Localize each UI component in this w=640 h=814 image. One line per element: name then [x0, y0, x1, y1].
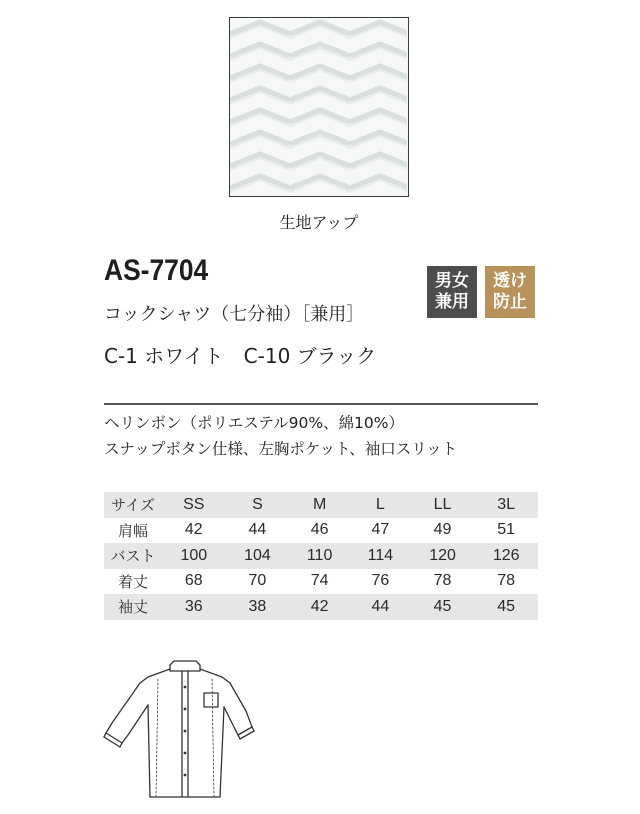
table-cell: 45: [474, 594, 538, 620]
table-cell: 3L: [474, 492, 538, 518]
color-options: C-1 ホワイト C-10 ブラック: [104, 344, 377, 368]
size-table-header: [104, 492, 538, 518]
see-through-badge-line2: 防止: [493, 292, 527, 312]
table-cell: 袖丈: [104, 594, 162, 620]
product-name: コックシャツ（七分袖）［兼用］: [104, 304, 365, 325]
table-cell: M: [289, 492, 350, 518]
see-through-prevention-badge: [485, 266, 535, 318]
table-row: [104, 569, 538, 595]
unisex-badge-line2: 兼用: [435, 292, 469, 312]
table-cell: 42: [184, 521, 203, 539]
unisex-badge: [427, 266, 477, 318]
table-cell: 126: [474, 543, 538, 569]
table-cell: 着丈: [117, 572, 148, 591]
table-cell: L: [350, 492, 411, 518]
table-cell: 肩幅: [117, 521, 148, 540]
product-code: AS-7704: [104, 254, 209, 287]
table-cell: 45: [411, 594, 475, 620]
fabric-caption: 生地アップ: [279, 213, 359, 232]
table-row: [104, 594, 538, 620]
section-divider: [104, 403, 538, 405]
table-cell: 110: [289, 543, 350, 569]
table-cell: 78: [433, 572, 452, 590]
table-cell: 74: [310, 572, 329, 590]
table-cell: SS: [162, 492, 226, 518]
table-cell: 78: [497, 572, 516, 590]
table-cell: サイズ: [104, 492, 162, 518]
herringbone-pattern: [230, 18, 407, 195]
table-cell: 49: [433, 521, 452, 539]
size-table: [104, 492, 538, 620]
table-cell: バスト: [104, 543, 162, 569]
table-cell: LL: [411, 492, 475, 518]
material-spec: ヘリンボン（ポリエステル90%、綿10%）: [104, 414, 405, 432]
feature-spec: スナップボタン仕様、左胸ポケット、袖口スリット: [104, 440, 458, 458]
table-cell: 76: [371, 572, 390, 590]
table-cell: 51: [497, 521, 516, 539]
table-cell: 120: [411, 543, 475, 569]
shirt-illustration: [100, 657, 280, 807]
table-row: [104, 543, 538, 569]
table-cell: 38: [226, 594, 290, 620]
table-cell: 46: [310, 521, 329, 539]
table-cell: S: [226, 492, 290, 518]
fabric-swatch: [229, 17, 409, 197]
table-row: [104, 518, 538, 544]
table-cell: 100: [162, 543, 226, 569]
table-cell: 104: [226, 543, 290, 569]
table-cell: 47: [371, 521, 390, 539]
see-through-badge-line1: 透け: [493, 271, 527, 291]
table-cell: 42: [289, 594, 350, 620]
unisex-badge-line1: 男女: [435, 271, 469, 291]
table-cell: 36: [162, 594, 226, 620]
table-cell: 114: [350, 543, 411, 569]
table-cell: 70: [248, 572, 267, 590]
table-cell: 44: [350, 594, 411, 620]
table-cell: 44: [248, 521, 267, 539]
table-cell: 68: [184, 572, 203, 590]
